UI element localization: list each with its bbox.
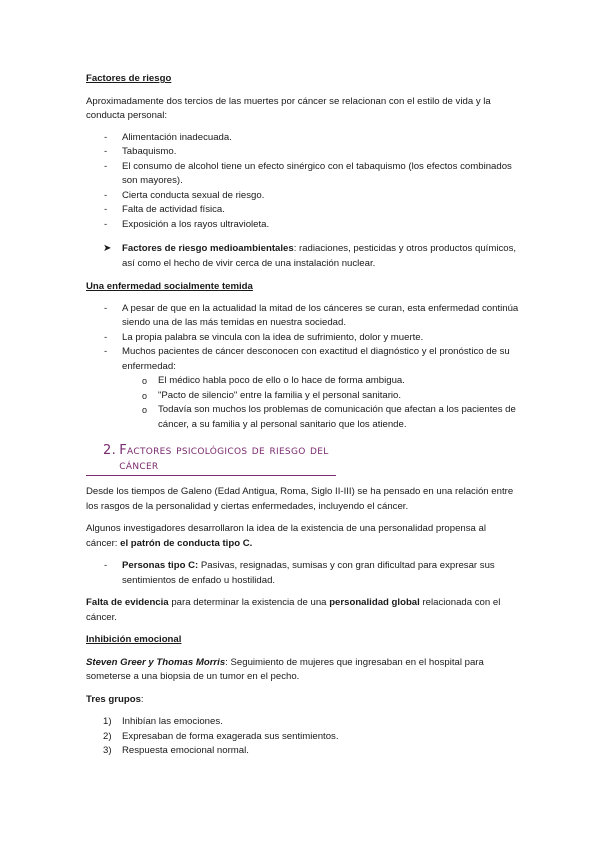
ambientales-text: : radiaciones, pesticidas y otros productos químicos, así como el hecho de vivir cerca de una instalación nuclear. <box>122 243 517 269</box>
list-item: - Tabaquismo. <box>86 145 520 160</box>
groups-list <box>86 715 520 759</box>
greer-morris-paragraph <box>86 656 520 685</box>
item-number: 2) <box>103 730 112 742</box>
evidencia-bold-1: Falta de evidencia <box>86 597 169 608</box>
list-item: - Alimentación inadecuada. <box>86 131 520 146</box>
factores-list <box>86 131 520 233</box>
list-item <box>86 730 520 745</box>
tipoc-label: Personas tipo C: <box>122 560 199 571</box>
patron-paragraph <box>86 522 520 551</box>
list-item: - El consumo de alcohol tiene un efecto sinérgico con el tabaquismo (los efectos combinados son mayores). <box>86 160 520 189</box>
factores-intro: Aproximadamente dos tercios de las muertes por cáncer se relacionan con el estilo de vida y la conducta personal: <box>86 95 491 121</box>
list-item: - A pesar de que en la actualidad la mitad de los cánceres se curan, esta enfermedad continúa siendo una de las más temidas en nuestra sociedad. <box>86 302 520 331</box>
evidencia-text-1: para determinar la existencia de una <box>168 597 330 608</box>
document-page <box>86 72 520 759</box>
tipoc-text: Pasivas, resignadas, sumisas y con gran dificultad para expresar sus sentimientos de enfado u hostilidad. <box>122 560 495 586</box>
list-item: - Muchos pacientes de cáncer desconocen con exactitud el diagnóstico y el pronóstico de su enfermedad: <box>86 345 520 374</box>
temida-list <box>86 302 520 375</box>
item-text: Inhibían las emociones. <box>122 716 223 727</box>
item-number: 1) <box>103 716 112 727</box>
evidencia-text-2: relacionada con el cáncer. <box>86 597 501 623</box>
list-item: - Falta de actividad física. <box>86 203 520 218</box>
list-item: - La propia palabra se vincula con la idea de sufrimiento, dolor y muerte. <box>86 331 520 346</box>
list-item <box>86 715 520 730</box>
groups-colon: : <box>140 693 144 705</box>
temida-sublist <box>122 374 520 432</box>
list-item: - Exposición a los rayos ultravioleta. <box>86 218 520 233</box>
evidencia-paragraph <box>86 596 520 625</box>
groups-label: Tres grupos <box>86 693 141 705</box>
heading-enfermedad-temida: Una enfermedad socialmente temida <box>86 281 253 292</box>
authors: Steven Greer y Thomas Morris <box>86 656 226 668</box>
arrow-bullet-icon: ➤ <box>103 243 112 254</box>
section-title: Factores psicológicos de riesgo del cáncer <box>119 443 329 473</box>
list-item: o "Pacto de silencio" entre la familia y el personal sanitario. <box>122 389 520 404</box>
evidencia-bold-2: personalidad global <box>329 597 420 608</box>
list-item: - Cierta conducta sexual de riesgo. <box>86 189 520 204</box>
list-item: o El médico habla poco de ello o lo hace de forma ambigua. <box>122 374 520 389</box>
item-text: Respuesta emocional normal. <box>122 745 249 756</box>
list-item <box>86 559 520 588</box>
section-number: 2. <box>103 443 117 458</box>
ambientales-label: Factores de riesgo medioambientales <box>122 243 294 254</box>
ambientales-item <box>86 242 520 271</box>
patron-text: Algunos investigadores desarrollaron la idea de la existencia de una personalidad propensa al cáncer: <box>86 523 487 549</box>
galeno-paragraph: Desde los tiempos de Galeno (Edad Antigua, Roma, Siglo II-III) se ha pensado en una relación entre los rasgos de la personalidad y ciertas enfermedades, incluyendo el cáncer. <box>86 486 514 512</box>
study-text: : Seguimiento de mujeres que ingresaban en el hospital para someterse a una biopsia de un tumor en el pecho. <box>86 656 484 682</box>
item-text: Expresaban de forma exagerada sus sentimientos. <box>122 730 339 742</box>
item-number: 3) <box>103 745 112 756</box>
section-2-heading <box>86 444 336 476</box>
tres-grupos-label <box>86 693 520 708</box>
list-item <box>86 744 520 759</box>
tipoc-list <box>86 559 520 588</box>
heading-inhibicion: Inhibición emocional <box>86 634 182 645</box>
list-item: o Todavía son muchos los problemas de comunicación que afectan a los pacientes de cáncer, a su familia y al personal sanitario que los atiende. <box>122 403 520 432</box>
heading-factores-riesgo: Factores de riesgo <box>86 73 172 84</box>
patron-bold: el patrón de conducta tipo C. <box>120 537 253 549</box>
